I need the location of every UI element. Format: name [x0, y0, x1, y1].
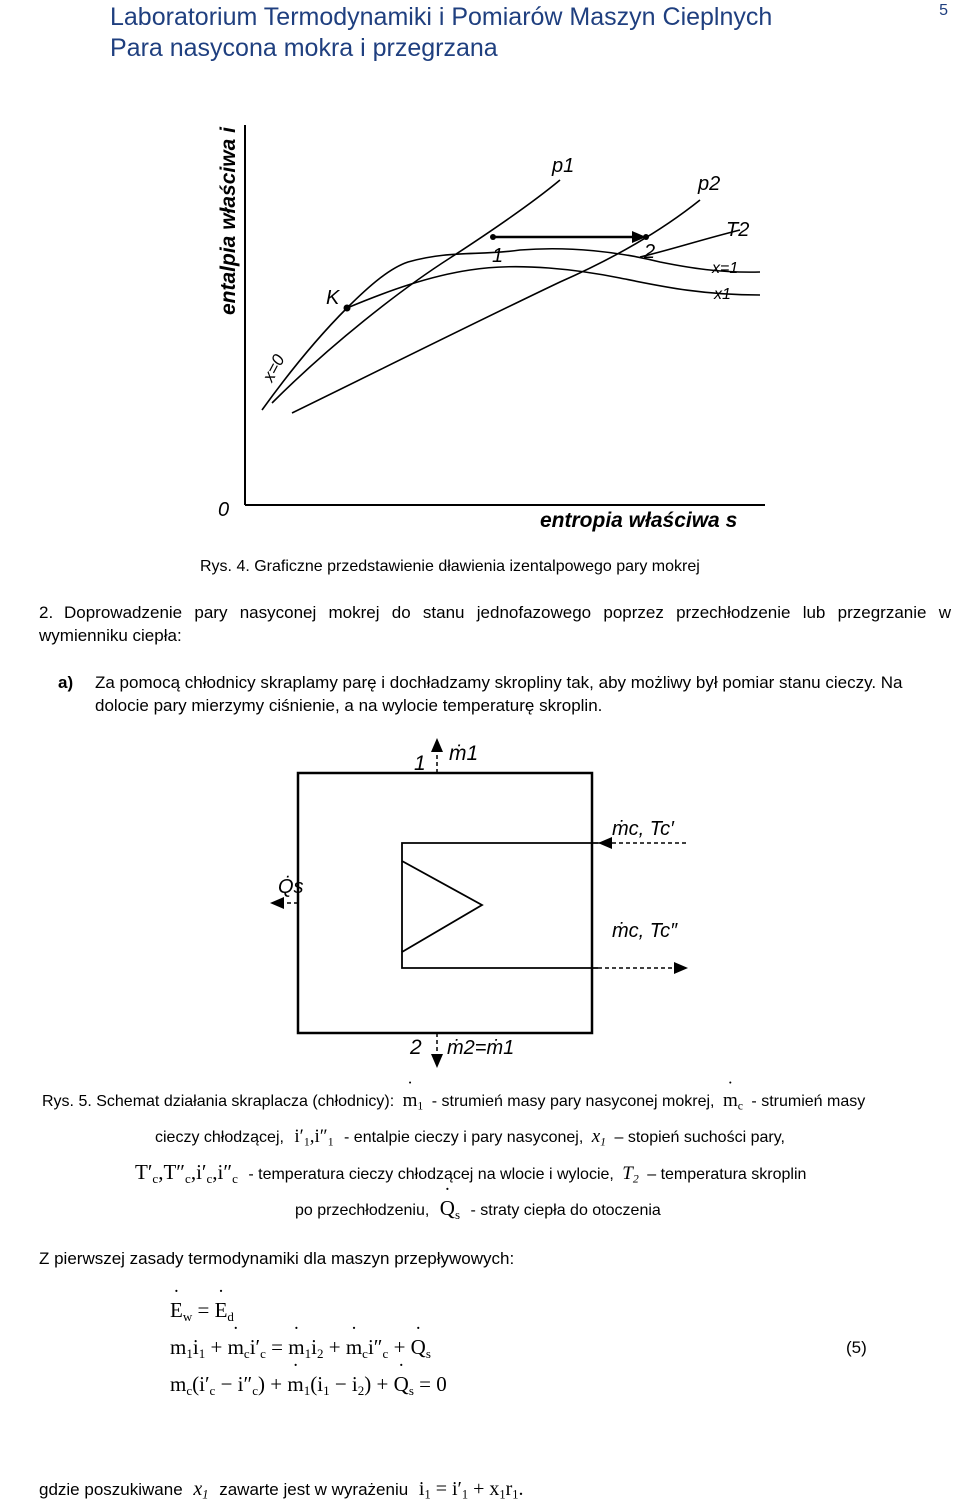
point-2-label: 2: [644, 241, 656, 263]
label-x0: x=0: [258, 351, 289, 385]
header-subtitle: Para nasycona mokra i przegrzana: [110, 34, 498, 62]
condenser-schematic: [0, 730, 960, 1070]
caption-line2-a: cieczy chłodzącej,: [155, 1129, 284, 1146]
caption-mc-desc: - strumień masy: [751, 1093, 866, 1110]
saturation-curve: [262, 249, 760, 410]
final-line: gdzie poszukiwane $x_1$ zawarte jest w wyrażeniu $i_1 = i'_1 + x_1r_1$.: [39, 1478, 524, 1502]
label-p1: p1: [552, 155, 575, 177]
outlet-flow: ṁ2=ṁ1: [447, 1037, 515, 1059]
label-p2: p2: [698, 173, 721, 195]
outlet-label: 2: [410, 1036, 422, 1059]
final-line-a: gdzie poszukiwane: [39, 1480, 183, 1499]
label-x1: x1: [714, 286, 731, 303]
caption-line4-b: - straty ciepła do otoczenia: [470, 1202, 661, 1219]
y-axis-label: entalpia właściwa i: [217, 127, 240, 315]
heat-loss-label: Q̇s: [278, 876, 304, 898]
figure-5-caption: Rys. 5. Schemat działania skraplacza (chłodnicy): ˙ $m_1$ - strumień masy pary nasyconej mokrej, ˙ $m_c$ - strumień masy: [42, 1090, 954, 1114]
isobar-p1: [272, 180, 560, 403]
coolant-in-label: ṁc, Tc′: [612, 818, 674, 840]
label-k: K: [326, 287, 340, 309]
figure-4-caption: Rys. 4. Graficzne przedstawienie dławienia izentalpowego pary mokrej: [200, 558, 700, 575]
label-t2: T2: [726, 219, 750, 241]
section-number: 2.: [39, 603, 54, 622]
caption-m1-desc: - strumień masy pary nasyconej mokrej,: [431, 1093, 715, 1110]
page-number: 5: [939, 2, 948, 19]
enthalpy-entropy-diagram: [0, 0, 960, 560]
equation-rearranged: $m_c(i'_c - i''_c)$ + ˙ $m_1(i_1 - i_2)$ + ˙ $Q_s = 0$: [170, 1372, 447, 1399]
origin-label: 0: [218, 499, 230, 521]
coolant-out-label: ṁc, Tc″: [612, 920, 678, 942]
x-axis-label: entropia właściwa s: [540, 509, 738, 532]
equation-energy-balance: ˙ $E_w$ = ˙ $E_d$: [170, 1298, 234, 1325]
equation-enthalpy-balance: $m_1i_1$ + ˙ $m_ci'_c$ = ˙ $m_1i_2$ + ˙ $m_ci''_c$ + ˙ $Q_s$: [170, 1335, 431, 1362]
caption-line2-c: stopień suchości pary,: [627, 1129, 785, 1146]
final-line-b: zawarte jest w wyrażeniu: [219, 1480, 409, 1499]
caption-line-4: po przechłodzeniu, ˙ $Q_s$ - straty ciepła do otoczenia: [295, 1196, 661, 1223]
caption-line2-b: - entalpie cieczy i pary nasyconej,: [344, 1129, 584, 1146]
isobar-p2: [292, 200, 700, 413]
first-law-text: Z pierwszej zasady termodynamiki dla maszyn przepływowych:: [39, 1249, 515, 1268]
exchanger-box: [298, 773, 592, 1033]
equation-number: (5): [846, 1338, 867, 1357]
point-1-label: 1: [492, 245, 504, 267]
inlet-flow: ṁ1: [449, 742, 479, 765]
item-a-text: Za pomocą chłodnicy skraplamy parę i dochładzamy skropliny tak, aby możliwy był pomiar stanu cieczy. Na dolocie pary mierzymy ciśnienie, a na wylocie temperaturę skroplin.: [95, 673, 903, 715]
label-x1eq: x=1: [712, 260, 739, 277]
caption-line-3: $T'_c,T''_c,i'_c,i''_c$ - temperatura cieczy chłodzącej na wlocie i wylocie, $T_2$ – temperatura skroplin: [135, 1160, 807, 1186]
header-title: Laboratorium Termodynamiki i Pomiarów Maszyn Cieplnych: [110, 3, 773, 31]
quality-x1-curve: [347, 267, 760, 308]
caption-prefix: Rys. 5. Schemat działania skraplacza (chłodnicy):: [42, 1093, 395, 1110]
caption-line3-b: temperatura skroplin: [660, 1166, 807, 1183]
caption-line-2: cieczy chłodzącej, $i'_1,i''_1$ - entalpie cieczy i pary nasyconej, $x_1$ – stopień suchości pary,: [155, 1126, 785, 1149]
caption-line4-a: po przechłodzeniu,: [295, 1202, 430, 1219]
inlet-label: 1: [414, 752, 426, 775]
coolant-coil: [402, 843, 598, 968]
section-2-text: Doprowadzenie pary nasyconej mokrej do stanu jednofazowego poprzez przechłodzenie lub przegrzanie w wymienniku ciepła:: [39, 603, 951, 645]
caption-line3-a: - temperatura cieczy chłodzącej na wlocie i wylocie,: [248, 1166, 614, 1183]
item-a-marker: a): [58, 673, 74, 692]
